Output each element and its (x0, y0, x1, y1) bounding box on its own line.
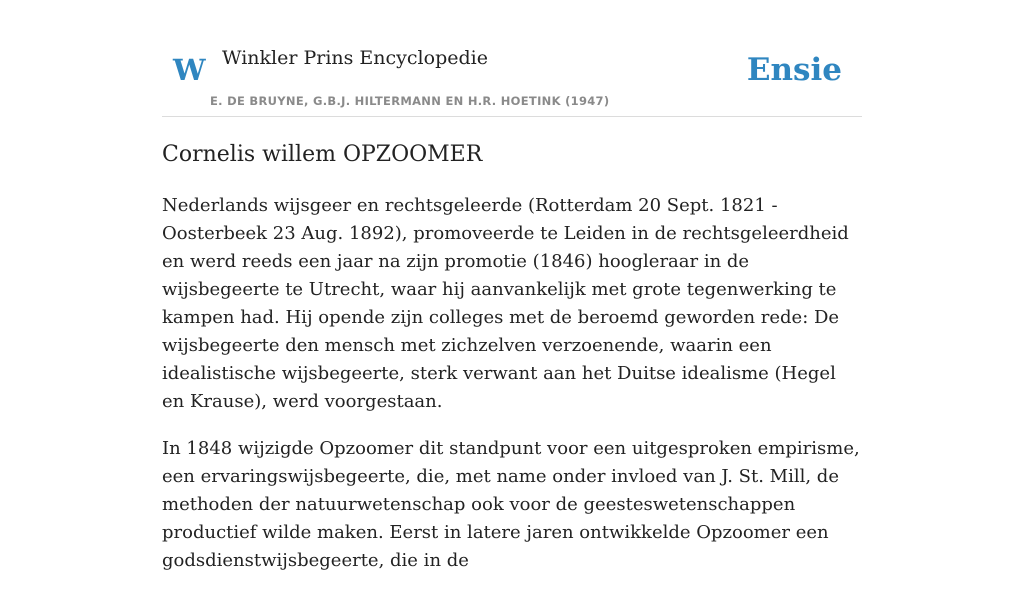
article-body (162, 192, 862, 594)
article-paragraph: In 1848 wijzigde Opzoomer dit standpunt voor een uitgesproken empirisme, een ervaringswijsbegeerte, die, met name onder invloed van J. St. Mill, de methoden der natuurwetenschap ook voor de geesteswetenschappen productief wilde maken. Eerst in latere jaren ontwikkelde Opzoomer een godsdienstwijsbegeerte, die in de (162, 438, 860, 571)
ensie-logo[interactable]: Ensie (746, 52, 842, 88)
source-authors: E. DE BRUYNE, G.B.J. HILTERMANN EN H.R. HOETINK (1947) (210, 94, 610, 108)
source-header (162, 0, 862, 117)
article-paragraph: Nederlands wijsgeer en rechtsgeleerde (Rotterdam 20 Sept. 1821 - Oosterbeek 23 Aug. 1892), promoveerde te Leiden in de rechtsgeleerdheid en werd reeds een jaar na zijn promotie (1846) hoogleraar in de wijsbegeerte te Utrecht, waar hij aanvankelijk met grote tegenwerking te kampen had. Hij opende zijn colleges met de beroemd geworden rede: De wijsbegeerte den mensch met zichzelven verzoenende, waarin een idealistische wijsbegeerte, sterk verwant aan het Duitse idealisme (Hegel en Krause), werd voorgestaan. (162, 195, 849, 412)
source-title[interactable]: Winkler Prins Encyclopedie (222, 47, 488, 69)
winkler-prins-logo[interactable]: W (173, 53, 206, 87)
article-title: Cornelis willem OPZOOMER (162, 142, 483, 167)
document-page (162, 0, 862, 571)
